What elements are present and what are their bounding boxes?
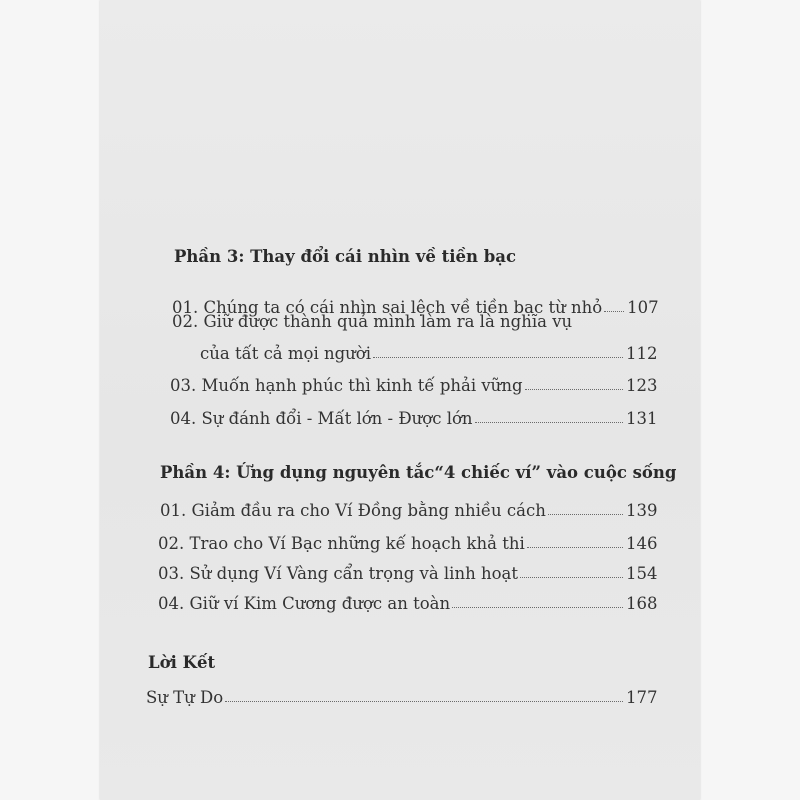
toc-entry <box>200 344 658 363</box>
toc-entry-label: 03. Sử dụng Ví Vàng cẩn trọng và linh hoạt <box>158 564 518 583</box>
toc-entry-label: Sự Tự Do <box>146 688 224 707</box>
toc-entry-page: 107 <box>627 298 659 317</box>
section-heading-conclusion: Lời Kết <box>148 653 216 672</box>
toc-entry <box>146 688 658 707</box>
toc-entry-page: 123 <box>626 376 658 395</box>
toc-entry-label: 04. Giữ ví Kim Cương được an toàn <box>158 594 451 613</box>
leader-dots <box>452 607 623 608</box>
leader-dots <box>548 514 623 515</box>
section-heading-part-4: Phần 4: Ứng dụng nguyên tắc“4 chiếc ví” vào cuộc sống <box>160 463 677 482</box>
leader-dots <box>525 389 623 390</box>
leader-dots <box>225 701 623 702</box>
toc-entry-label: 01. Chúng ta có cái nhìn sai lệch về tiền bạc từ nhỏ <box>172 298 603 317</box>
toc-entry-label: 02. Trao cho Ví Bạc những kế hoạch khả thi <box>158 534 525 553</box>
leader-dots <box>527 547 623 548</box>
toc-entry <box>158 564 658 583</box>
toc-entry-label: 02. Giữ được thành quả mình làm ra là nghĩa vụ <box>172 312 573 331</box>
toc-entry <box>170 376 658 395</box>
toc-entry <box>158 594 658 613</box>
toc-entry-label: 01. Giảm đầu ra cho Ví Đồng bằng nhiều cách <box>160 501 546 520</box>
toc-entry-page: 154 <box>626 564 658 583</box>
toc-entry-page: 112 <box>626 344 658 363</box>
section-heading-part-3: Phần 3: Thay đổi cái nhìn về tiền bạc <box>174 247 516 266</box>
toc-entry <box>160 501 658 520</box>
toc-entry-page: 131 <box>626 409 658 428</box>
toc-entry-label: 04. Sự đánh đổi - Mất lớn - Được lớn <box>170 409 473 428</box>
toc-entry-page: 146 <box>626 534 658 553</box>
leader-dots <box>475 422 623 423</box>
toc-entry-page: 168 <box>626 594 658 613</box>
leader-dots <box>520 577 623 578</box>
toc-entry-label: 03. Muốn hạnh phúc thì kinh tế phải vững <box>170 376 523 395</box>
leader-dots <box>373 357 623 358</box>
toc-entry-page: 139 <box>626 501 658 520</box>
toc-entry <box>170 409 658 428</box>
leader-dots <box>604 311 624 312</box>
toc-entry-page: 177 <box>626 688 658 707</box>
book-page <box>100 0 700 800</box>
toc-entry-label-continued: của tất cả mọi người <box>200 344 372 363</box>
toc-entry <box>158 534 658 553</box>
